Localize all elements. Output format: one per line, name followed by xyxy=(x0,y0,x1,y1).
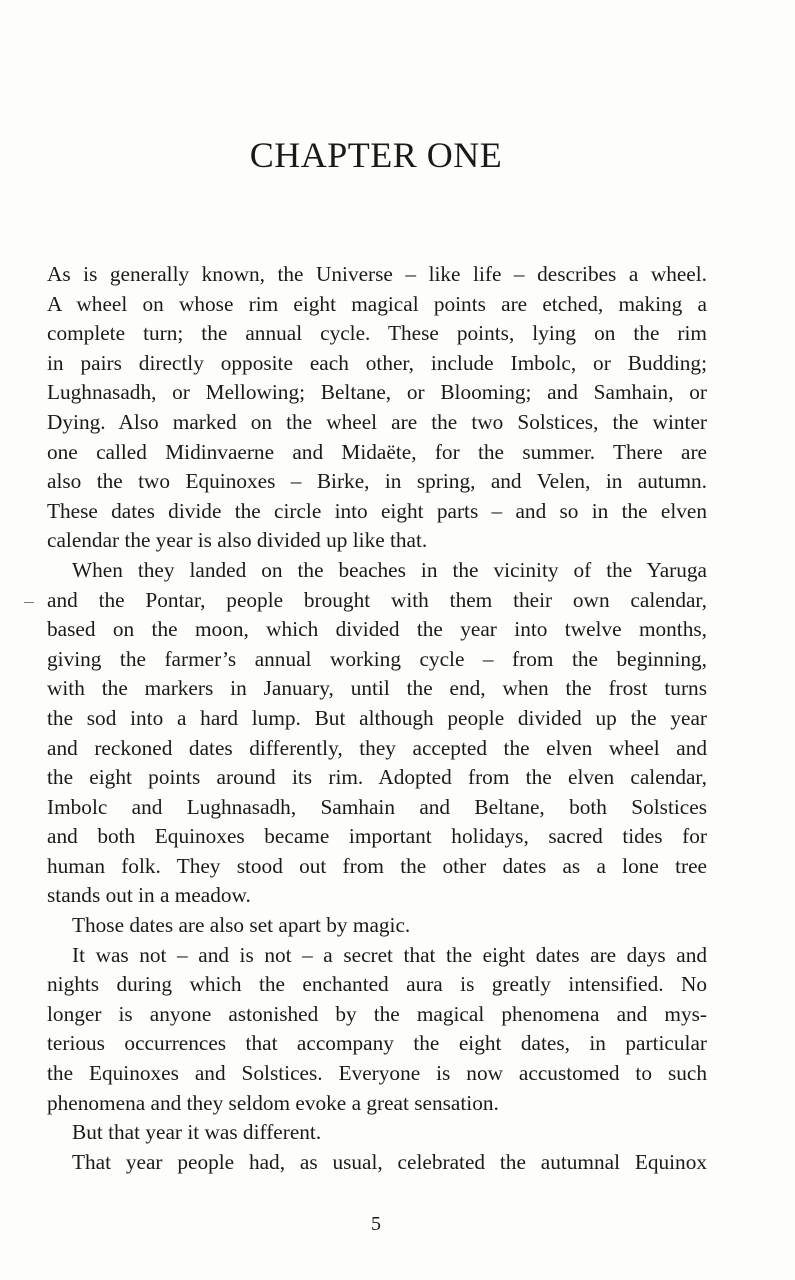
text-line: complete turn; the annual cycle. These points, lying on the rim xyxy=(47,321,707,346)
text-line: That year people had, as usual, celebrated the autumnal Equinox xyxy=(72,1149,707,1174)
text-line: with the markers in January, until the end, when the frost turns xyxy=(47,676,707,701)
text-line: But that year it was different. xyxy=(72,1120,322,1145)
text-line: the Equinoxes and Solstices. Everyone is now accustomed to such xyxy=(47,1061,707,1086)
page-number: 5 xyxy=(371,1213,381,1235)
text-line: It was not – and is not – a secret that the eight dates are days and xyxy=(72,942,707,967)
text-line: terious occurrences that accompany the eight dates, in particular xyxy=(47,1031,707,1056)
text-line: also the two Equinoxes – Birke, in spring, and Velen, in autumn. xyxy=(47,469,707,494)
text-line: phenomena and they seldom evoke a great sensation. xyxy=(47,1090,499,1115)
text-line: the eight points around its rim. Adopted from the elven calendar, xyxy=(47,765,707,790)
text-line: Those dates are also set apart by magic. xyxy=(72,913,411,938)
text-line: and both Equinoxes became important holidays, sacred tides for xyxy=(47,824,707,849)
text-line: and the Pontar, people brought with them their own calendar, xyxy=(47,587,707,612)
text-line: longer is anyone astonished by the magical phenomena and mys- xyxy=(47,1001,707,1026)
text-line: giving the farmer’s annual working cycle – from the beginning, xyxy=(47,646,707,671)
chapter-body xyxy=(47,260,707,1177)
text-line: A wheel on whose rim eight magical points are etched, making a xyxy=(47,291,707,316)
text-line: Dying. Also marked on the wheel are the two Solstices, the winter xyxy=(47,409,707,434)
text-line: and reckoned dates differently, they accepted the elven wheel and xyxy=(47,735,707,760)
text-line: nights during which the enchanted aura is greatly intensified. No xyxy=(47,972,707,997)
text-line: based on the moon, which divided the year into twelve months, xyxy=(47,617,707,642)
text-line: These dates divide the circle into eight parts – and so in the elven xyxy=(47,498,707,523)
text-line: Imbolc and Lughnasadh, Samhain and Beltane, both Solstices xyxy=(47,794,707,819)
text-line: human folk. They stood out from the other dates as a lone tree xyxy=(47,853,707,878)
text-line: As is generally known, the Universe – like life – describes a wheel. xyxy=(47,262,707,286)
margin-mark xyxy=(24,602,34,603)
text-line: Lughnasadh, or Mellowing; Beltane, or Blooming; and Samhain, or xyxy=(47,380,707,405)
text-line: one called Midinvaerne and Midaëte, for the summer. There are xyxy=(47,439,707,464)
chapter-title: CHAPTER ONE xyxy=(249,135,503,175)
text-line: in pairs directly opposite each other, include Imbolc, or Budding; xyxy=(47,350,707,375)
text-line: When they landed on the beaches in the vicinity of the Yaruga xyxy=(72,557,707,582)
text-line: the sod into a hard lump. But although people divided up the year xyxy=(47,705,707,730)
text-line: calendar the year is also divided up like that. xyxy=(47,528,428,553)
text-line: stands out in a meadow. xyxy=(47,883,251,908)
